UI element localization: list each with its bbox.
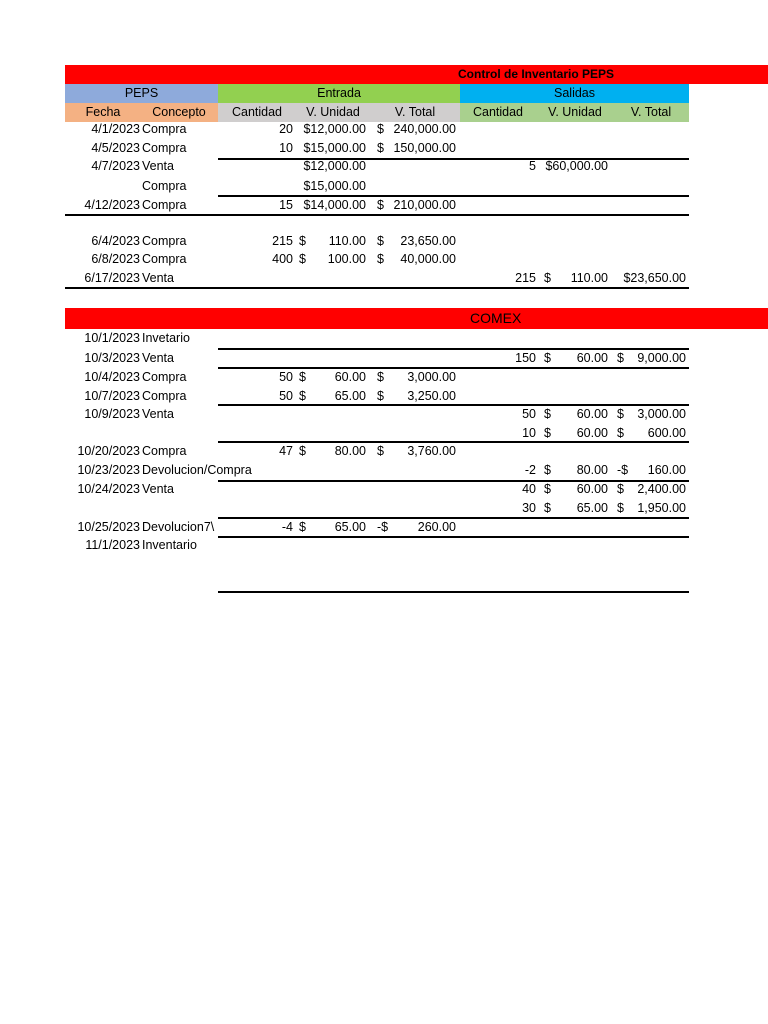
cell-fecha: 10/23/2023 [77,463,140,477]
cell-concepto: Compra [142,198,187,212]
cell-vunidad: 110.00 [328,234,366,248]
cell-concepto: Compra [142,444,187,458]
cell-concepto: Venta [142,159,174,173]
cell-cantidad: -4 [281,520,293,534]
cell-vtotal: 23,650.00 [400,234,456,248]
peps-label: PEPS [124,86,159,100]
cell-salida-vunidad: 80.00 [576,463,608,477]
cell-vunidad-cur: $ [299,389,306,403]
table-row [0,442,768,461]
divider [65,214,689,216]
cell-vunidad-cur: $ [299,370,306,384]
cell-concepto: Compra [142,179,187,193]
divider [218,348,689,350]
cell-salida-cur: $ [544,271,551,285]
cell-vunidad: 100.00 [327,252,366,266]
cell-salida-total-cur: $ [617,501,624,515]
comex-title: COMEX [470,310,522,326]
cell-fecha: 10/4/2023 [84,370,140,384]
cell-concepto: Compra [142,252,187,266]
divider [218,441,689,443]
table-row [0,405,768,424]
cell-concepto: Compra [142,370,187,384]
entrada-label: Entrada [317,86,361,100]
cell-vtotal-cur: $ [377,234,384,248]
cell-salida-total-cur: -$ [617,463,629,477]
table-row [0,120,768,139]
col-vunidad-salida: V. Unidad [548,105,602,119]
cell-fecha: 4/7/2023 [91,159,140,173]
cell-vunidad: 60.00 [334,370,366,384]
cell-vtotal-cur: $ [377,141,384,155]
cell-salida-cur: $ [544,407,551,421]
cell-salida-total-cur: $ [617,351,624,365]
cell-salida-vunidad: 110.00 [570,271,608,285]
divider [218,480,689,482]
cell-concepto: Venta [142,351,174,365]
cell-vunidad-cur: $ [299,234,306,248]
cell-fecha: 6/4/2023 [91,234,140,248]
cell-vunidad-cur: $ [299,520,306,534]
table-row [0,518,768,537]
cell-concepto: Venta [142,482,174,496]
col-cantidad-salida: Cantidad [472,105,524,119]
cell-vtotal: 150,000.00 [393,141,456,155]
cell-fecha: 11/1/2023 [85,538,140,552]
cell-salida-cantidad: -2 [524,463,536,477]
cell-salida-cantidad: 40 [522,482,536,496]
cell-fecha: 6/8/2023 [91,252,140,266]
cell-salida-total-cur: $ [617,482,624,496]
cell-salida-cur: $ [544,351,551,365]
col-cantidad-entrada: Cantidad [231,105,283,119]
table-row [0,269,768,288]
cell-concepto: Devolucion/Compra [142,463,252,477]
cell-concepto: Devolucion7\ [142,520,215,534]
cell-vunidad: $12,000.00 [303,159,366,173]
salidas-label: Salidas [554,86,595,100]
cell-salida-vtotal: 160.00 [647,463,686,477]
cell-cantidad: 10 [279,141,293,155]
cell-fecha: 10/24/2023 [77,482,140,496]
cell-concepto: Compra [142,234,187,248]
cell-salida-total-cur: $ [617,426,624,440]
table-row [0,329,768,348]
cell-cantidad: 15 [279,198,293,212]
table-row [0,232,768,251]
cell-vtotal: 240,000.00 [393,122,456,136]
cell-vtotal-cur: $ [377,444,384,458]
table-row [0,196,768,215]
cell-fecha: 6/17/2023 [84,271,140,285]
cell-salida-cur: $ [544,482,551,496]
cell-cantidad: 50 [279,370,293,384]
cell-vtotal: 210,000.00 [393,198,456,212]
cell-concepto: Inventario [142,538,197,552]
cell-concepto: Venta [142,271,174,285]
table-row [0,177,768,196]
sheet-title: Control de Inventario PEPS [458,67,615,81]
peps-header [65,84,218,103]
cell-concepto: Compra [142,141,187,155]
divider [218,367,689,369]
cell-vtotal: 3,000.00 [407,370,456,384]
divider [218,158,689,160]
cell-vtotal: 3,760.00 [407,444,456,458]
cell-vunidad: $14,000.00 [303,198,366,212]
cell-fecha: 10/7/2023 [84,389,140,403]
cell-vtotal-cur: $ [377,252,384,266]
title-band [65,65,768,84]
cell-vunidad: $12,000.00 [303,122,366,136]
col-fecha: Fecha [85,105,121,119]
cell-cantidad: 400 [272,252,293,266]
cell-cantidad: 20 [279,122,293,136]
col-vunidad-entrada: V. Unidad [306,105,360,119]
cell-salida-cantidad: 10 [522,426,536,440]
cell-salida-vunidad: 60.00 [576,482,608,496]
cell-salida-vunidad: $60,000.00 [545,159,608,173]
comex-band [65,308,768,329]
cell-salida-cantidad: 5 [529,159,536,173]
cell-salida-cantidad: 215 [515,271,536,285]
col-concepto: Concepto [152,105,206,119]
table-row [0,139,768,158]
cell-cantidad: 50 [279,389,293,403]
cell-vtotal: 3,250.00 [407,389,456,403]
cell-vunidad-cur: $ [299,252,306,266]
cell-fecha: 4/1/2023 [91,122,140,136]
cell-vunidad-cur: $ [299,444,306,458]
cell-cantidad: 215 [272,234,293,248]
cell-salida-vunidad: 65.00 [576,501,608,515]
cell-fecha: 10/9/2023 [84,407,140,421]
cell-concepto: Invetario [142,331,190,345]
col-vtotal-entrada: V. Total [394,105,436,119]
cell-vtotal-cur: $ [377,198,384,212]
table-row [0,368,768,387]
table-row [0,536,768,555]
cell-salida-cur: $ [544,426,551,440]
salidas-header [460,84,689,103]
table-row [0,480,768,499]
cell-salida-vunidad: 60.00 [576,407,608,421]
cell-vunidad: $15,000.00 [303,141,366,155]
cell-vunidad: 65.00 [334,520,366,534]
cell-salida-vtotal: 600.00 [647,426,686,440]
cell-salida-vunidad: 60.00 [576,351,608,365]
divider [218,517,689,519]
cell-vtotal-cur: $ [377,122,384,136]
cell-vtotal-cur: $ [377,370,384,384]
cell-fecha: 10/1/2023 [84,331,140,345]
cell-fecha: 10/20/2023 [77,444,140,458]
divider [218,404,689,406]
cell-salida-vtotal: 2,400.00 [637,482,686,496]
cell-fecha: 10/25/2023 [77,520,140,534]
cell-vtotal-cur: $ [377,389,384,403]
cell-salida-vtotal: 9,000.00 [637,351,686,365]
cell-vunidad: 65.00 [334,389,366,403]
cell-vtotal: 40,000.00 [400,252,456,266]
col-vtotal-salida: V. Total [630,105,672,119]
cell-salida-cantidad: 150 [515,351,536,365]
cell-vtotal-cur: -$ [377,520,389,534]
cell-salida-vtotal: 3,000.00 [637,407,686,421]
cell-fecha: 10/3/2023 [84,351,140,365]
cell-concepto: Compra [142,122,187,136]
cell-salida-cur: $ [544,463,551,477]
cell-concepto: Compra [142,389,187,403]
cell-salida-total-cur: $ [617,407,624,421]
cell-fecha: 4/12/2023 [84,198,140,212]
cell-vunidad: 80.00 [334,444,366,458]
cell-fecha: 4/5/2023 [91,141,140,155]
cell-salida-vtotal: $23,650.00 [623,271,686,285]
cell-salida-vunidad: 60.00 [576,426,608,440]
table-row [0,250,768,269]
table-row [0,499,768,518]
cell-salida-vtotal: 1,950.00 [637,501,686,515]
cell-salida-cantidad: 50 [522,407,536,421]
entrada-header [218,84,460,103]
divider [218,195,689,197]
table-row [0,461,768,480]
cell-vunidad: $15,000.00 [303,179,366,193]
cell-salida-cantidad: 30 [522,501,536,515]
cell-cantidad: 47 [279,444,293,458]
divider [218,591,689,593]
cell-vtotal: 260.00 [417,520,456,534]
cell-concepto: Venta [142,407,174,421]
divider [65,287,689,289]
divider [218,536,689,538]
table-row [0,349,768,368]
cell-salida-cur: $ [544,501,551,515]
